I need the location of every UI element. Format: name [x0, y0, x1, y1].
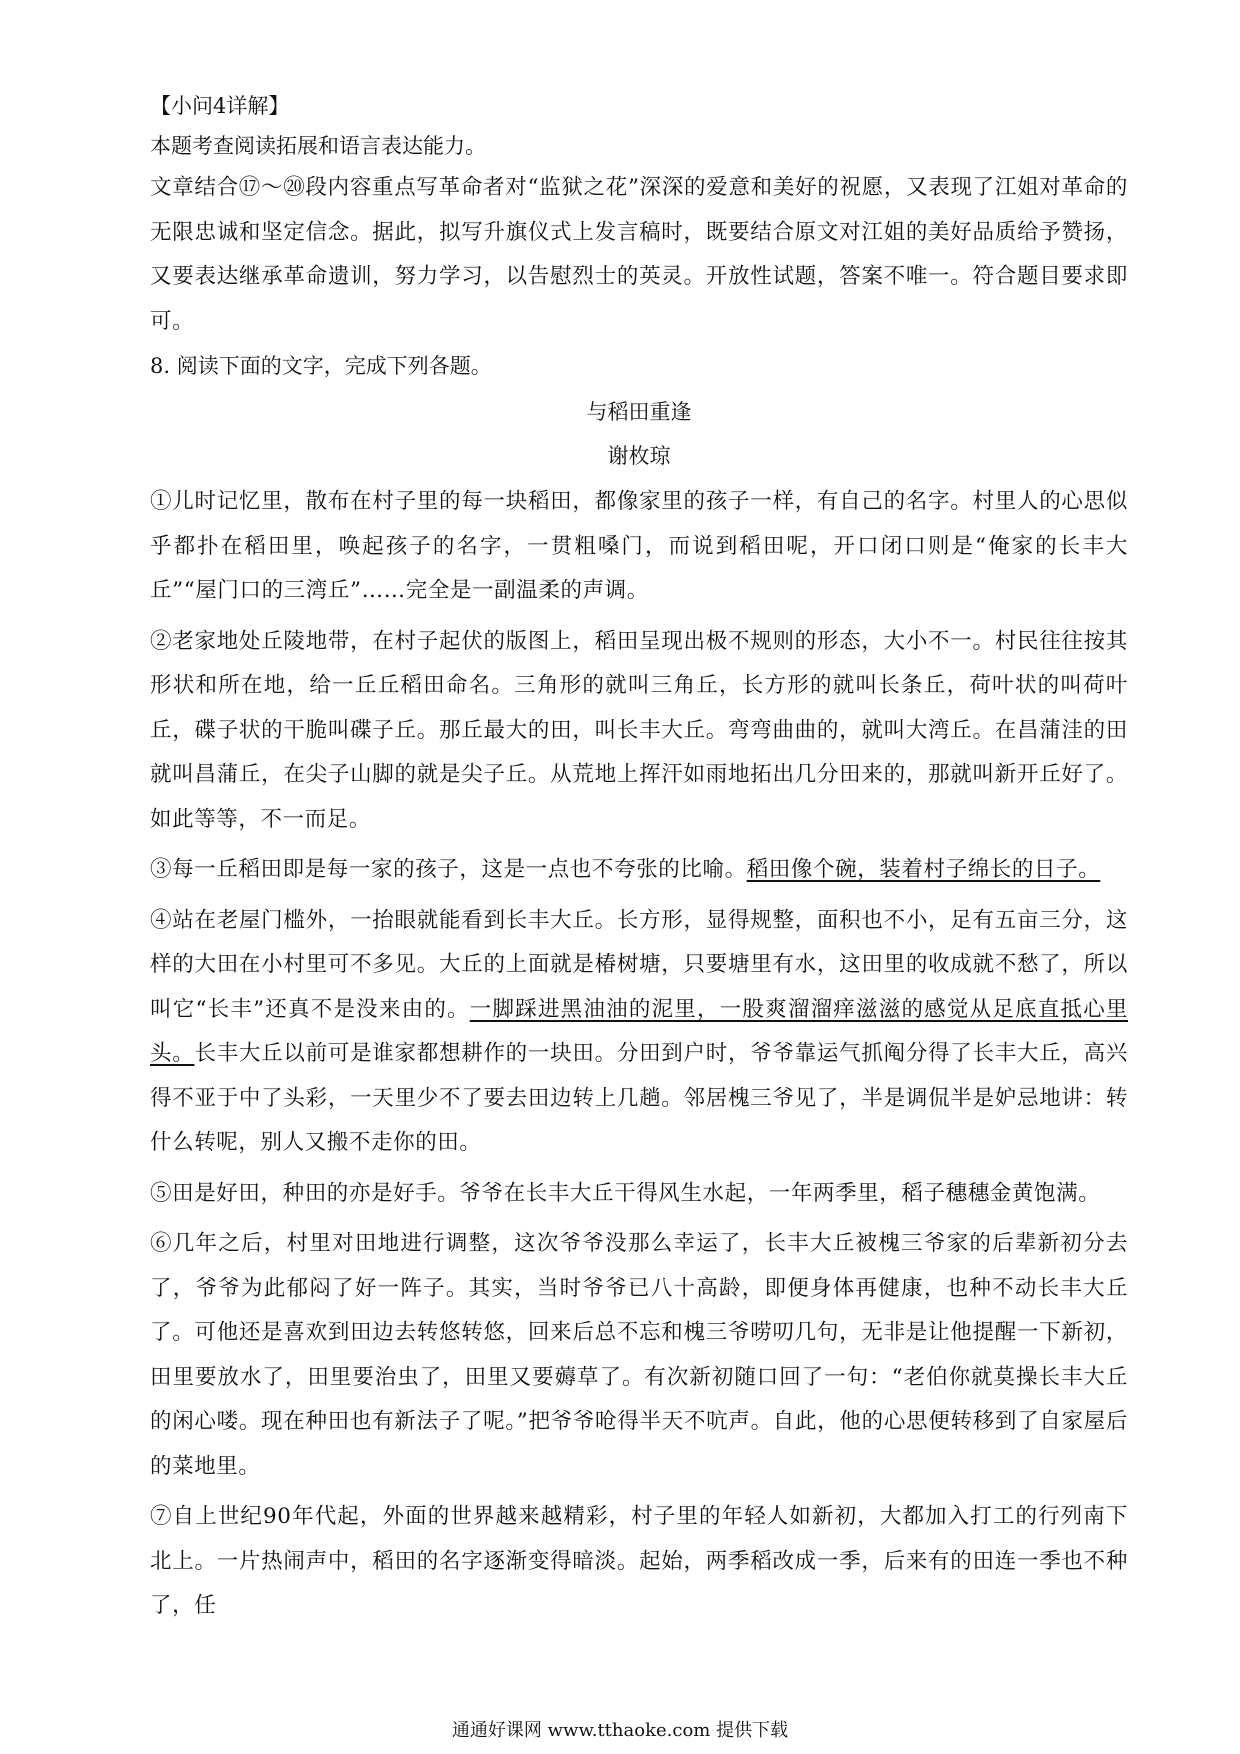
article-paragraph-2: ②老家地处丘陵地带，在村子起伏的版图上，稻田呈现出极不规则的形态，大小不一。村民往往按其形状和所在地，给一丘丘稻田命名。三角形的就叫三角丘，长方形的就叫长条丘，荷叶状的叫荷叶丘，碟子状的干脆叫碟子丘。那丘最大的田，叫长丰大丘。弯弯曲曲的，就叫大湾丘。在昌蒲洼的田就叫昌蒲丘，在尖子山脚的就是尖子丘。从荒地上挥汗如雨地拓出几分田来的，那就叫新开丘好了。如此等等，不一而足。 [150, 628, 1128, 832]
article-paragraph-5: ⑤田是好田，种田的亦是好手。爷爷在长丰大丘干得风生水起，一年两季里，稻子穗穗金黄饱满。 [150, 1180, 1101, 1206]
article-paragraph-6: ⑥几年之后，村里对田地进行调整，这次爷爷没那么幸运了，长丰大丘被槐三爷家的后辈新初分去了，爷爷为此郁闷了好一阵子。其实，当时爷爷已八十高龄，即便身体再健康，也种不动长丰大丘了。可他还是喜欢到田边去转悠转悠，回来后总不忘和槐三爷唠叨几句，无非是让他提醒一下新初，田里要放水了，田里要治虫了，田里又要薅草了。有次新初随口回了一句：“老伯你就莫操长丰大丘的闲心喽。现在种田也有新法子了呢。”把爷爷呛得半天不吭声。自此，他的心思便转移到了自家屋后的菜地里。 [150, 1231, 1128, 1479]
paragraph-4-text-a: ④站在老屋门槛外，一抬眼就能看到长丰大丘。长方形，显得规整，面积也不小，足有五亩三分，这样的大田在小村里可不多见。大丘的上面就是椿树塘，只要塘里有水，这田里的收成就不愁了，所以叫它“长丰”还真不是没来由的。 [150, 907, 1128, 1022]
article-paragraph-4 [150, 899, 1128, 1166]
article-title: 与稻田重逢 [586, 400, 692, 424]
article-paragraph-1: ①儿时记忆里，散布在村子里的每一块稻田，都像家里的孩子一样，有自己的名字。村里人的心思似乎都扑在稻田里，唤起孩子的名字，一贯粗嗓门，而说到稻田呢，开口闭口则是“俺家的长丰大丘”“屋门口的三湾丘”……完全是一副温柔的声调。 [150, 489, 1128, 603]
article-paragraph-7: ⑦自上世纪90年代起，外面的世界越来越精彩，村子里的年轻人如新初，大都加入打工的行列南下北上。一片热闹声中，稻田的名字逐渐变得暗淡。起始，两季稻改成一季，后来有的田连一季也不种了，任 [150, 1504, 1128, 1618]
paragraph-3-text: ③每一丘稻田即是每一家的孩子，这是一点也不夸张的比喻。 [150, 857, 747, 882]
section-heading: 【小问4详解】 [150, 94, 290, 118]
paragraph-4-text-b: 长丰大丘以前可是谁家都想耕作的一块田。分田到户时，爷爷靠运气抓阄分得了长丰大丘，高兴得不亚于中了头彩，一天里少不了要去田边转上几趟。邻居槐三爷见了，半是调侃半是妒忌地讲：转什么转呢，别人又搬不走你的田。 [150, 1041, 1128, 1155]
article-author: 谢枚琼 [607, 444, 671, 468]
underlined-sentence-1: 稻田像个碗，装着村子绵长的日子。 [746, 857, 1101, 882]
page-footer: 通通好课网 www.tthaoke.com 提供下载 [451, 1720, 789, 1741]
intro-line: 本题考查阅读拓展和语言表达能力。 [150, 134, 486, 158]
article-paragraph-3 [150, 848, 1128, 893]
underlined-sentence-2: 一脚踩进黑油油的泥里，一股爽溜溜痒滋滋的感觉从足底直抵心里头。 [150, 996, 1129, 1066]
question-heading: 8. 阅读下面的文字，完成下列各题。 [150, 354, 492, 378]
analysis-paragraph: 文章结合⑰～⑳段内容重点写革命者对“监狱之花”深深的爱意和美好的祝愿，又表现了江姐对革命的无限忠诚和坚定信念。据此，拟写升旗仪式上发言稿时，既要结合原文对江姐的美好品质给予赞扬，又要表达继承革命遗训，努力学习，以告慰烈士的英灵。开放性试题，答案不唯一。符合题目要求即可。 [150, 175, 1128, 334]
